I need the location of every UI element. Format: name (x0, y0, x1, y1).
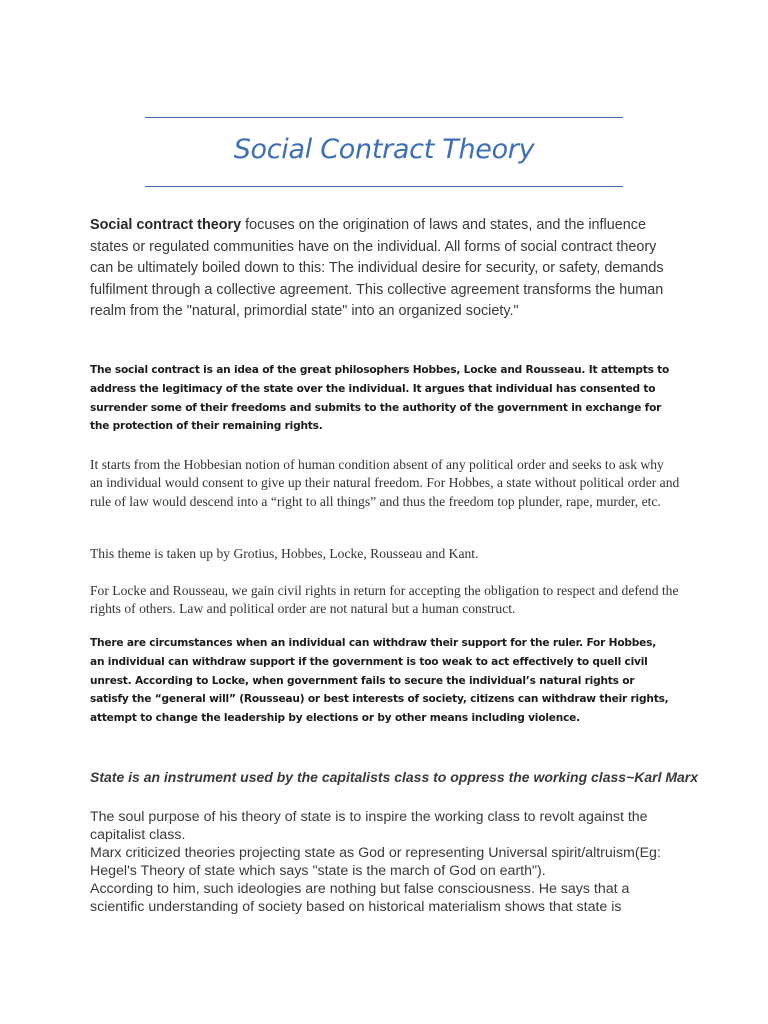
marx-line: capitalist class. (90, 827, 186, 844)
withdraw-support-paragraph: There are circumstances when an individual can withdraw their support for the ruler. For Hobbes, an individual can withdraw support if the government is too weak to act effectively to quell civil unrest. According to Locke, when government fails to secure the individual’s natural rights or satisfy the “general will” (Rousseau) or best interests of society, citizens can withdraw their rights, attempt to change the leadership by elections or by other means including violence. (90, 637, 669, 725)
document-title: Social Contract Theory (233, 134, 535, 165)
hobbesian-paragraph: It starts from the Hobbesian notion of human condition absent of any political order and seeks to ask why an individual would consent to give up their natural freedom. For Hobbes, a state without political order and rule of law would descend into a “right to all things” and thus the freedom top plunder, rape, murder, etc. (90, 457, 680, 509)
theme-paragraph: This theme is taken up by Grotius, Hobbes, Locke, Rousseau and Kant. (90, 546, 479, 561)
marx-quote-heading: State is an instrument used by the capitalists class to oppress the working class~Karl Marx (90, 769, 699, 785)
intro-paragraph-text: focuses on the origination of laws and states, and the influence states or regulated communities have on the individual. All forms of social contract theory can be ultimately boiled down to this: The individual desire for security, or safety, demands fulfilment through a collective agreement. This collective agreement transforms the human realm from the "natural, primordial state" into an organized society." (90, 217, 664, 319)
intro-paragraph (90, 215, 682, 323)
locke-rousseau-paragraph: For Locke and Rousseau, we gain civil rights in return for accepting the obligation to respect and defend the rights of others. Law and political order are not natural but a human construct. (90, 583, 679, 617)
marx-line: scientific understanding of society based on historical materialism shows that state is (90, 899, 622, 916)
title-bottom-rule (145, 186, 623, 187)
marx-line: Hegel's Theory of state which says "state is the march of God on earth"). (90, 863, 546, 880)
philosophers-paragraph: The social contract is an idea of the great philosophers Hobbes, Locke and Rousseau. It attempts to address the legitimacy of the state over the individual. It argues that individual has consented to surrender some of their freedoms and submits to the authority of the government in exchange for the protection of their remaining rights. (90, 364, 670, 433)
marx-line: The soul purpose of his theory of state is to inspire the working class to revolt against the (90, 809, 648, 825)
marx-line: According to him, such ideologies are nothing but false consciousness. He says that a (90, 881, 630, 898)
title-top-rule (145, 117, 623, 118)
intro-lead-term: Social contract theory (90, 217, 242, 233)
marx-theory-section (90, 808, 682, 917)
marx-line: Marx criticized theories projecting state as God or representing Universal spirit/altruism(Eg: (90, 845, 661, 862)
